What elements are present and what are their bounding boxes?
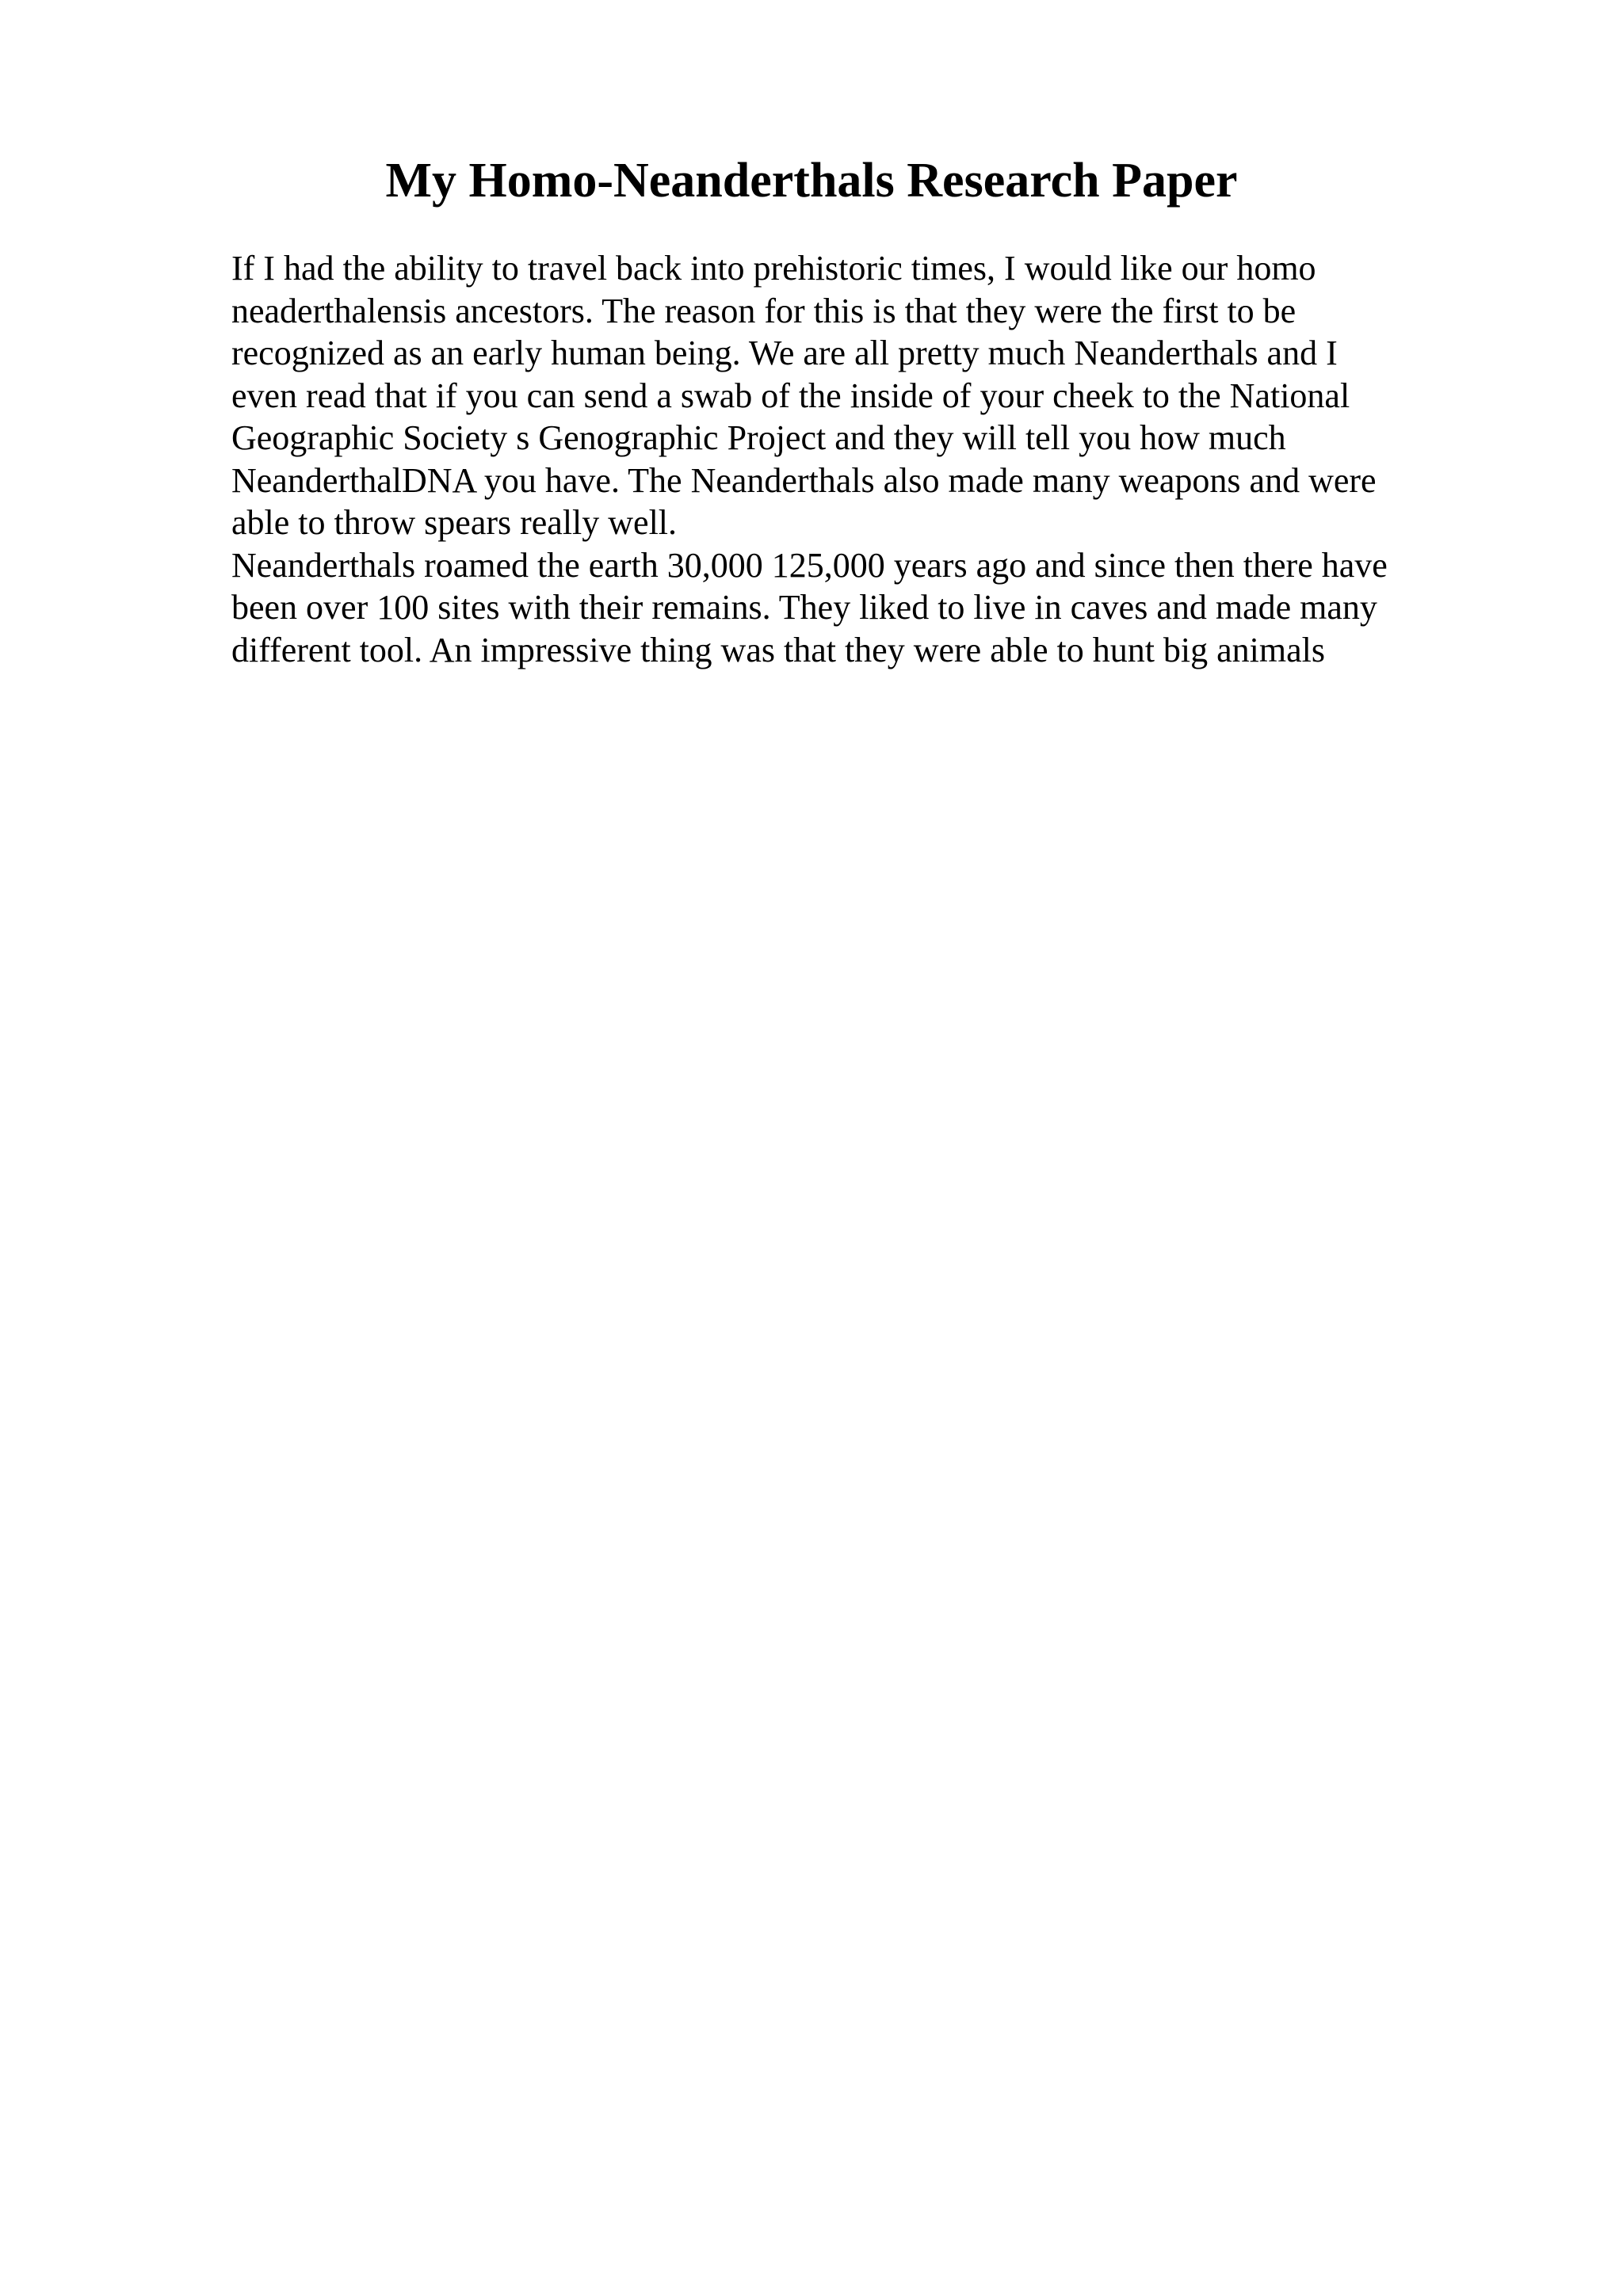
paragraph-2 [231, 544, 1468, 672]
paragraph-line: Neanderthals roamed the earth 30,000 125,000 years ago and since then there have [231, 545, 1388, 585]
paragraph-line: even read that if you can send a swab of the inside of your cheek to the National [231, 376, 1350, 415]
paragraph-line: Geographic Society s Genographic Project and they will tell you how much [231, 418, 1286, 457]
paragraph-1 [231, 247, 1468, 544]
paragraph-line: able to throw spears really well. [231, 503, 678, 542]
paragraph-line: If I had the ability to travel back into prehistoric times, I would like our homo [231, 249, 1316, 288]
paragraph-line: neaderthalensis ancestors. The reason for this is that they were the first to be [231, 291, 1296, 330]
document-title: My Homo-Neanderthals Research Paper [385, 154, 1238, 208]
paragraph-line: different tool. An impressive thing was that they were able to hunt big animals [231, 630, 1326, 669]
paragraph-line: recognized as an early human being. We are all pretty much Neanderthals and I [231, 334, 1338, 372]
paragraph-line: been over 100 sites with their remains. They liked to live in caves and made many [231, 588, 1377, 627]
document-body [231, 247, 1468, 671]
paragraph-line: NeanderthalDNA you have. The Neanderthals also made many weapons and were [231, 460, 1377, 500]
